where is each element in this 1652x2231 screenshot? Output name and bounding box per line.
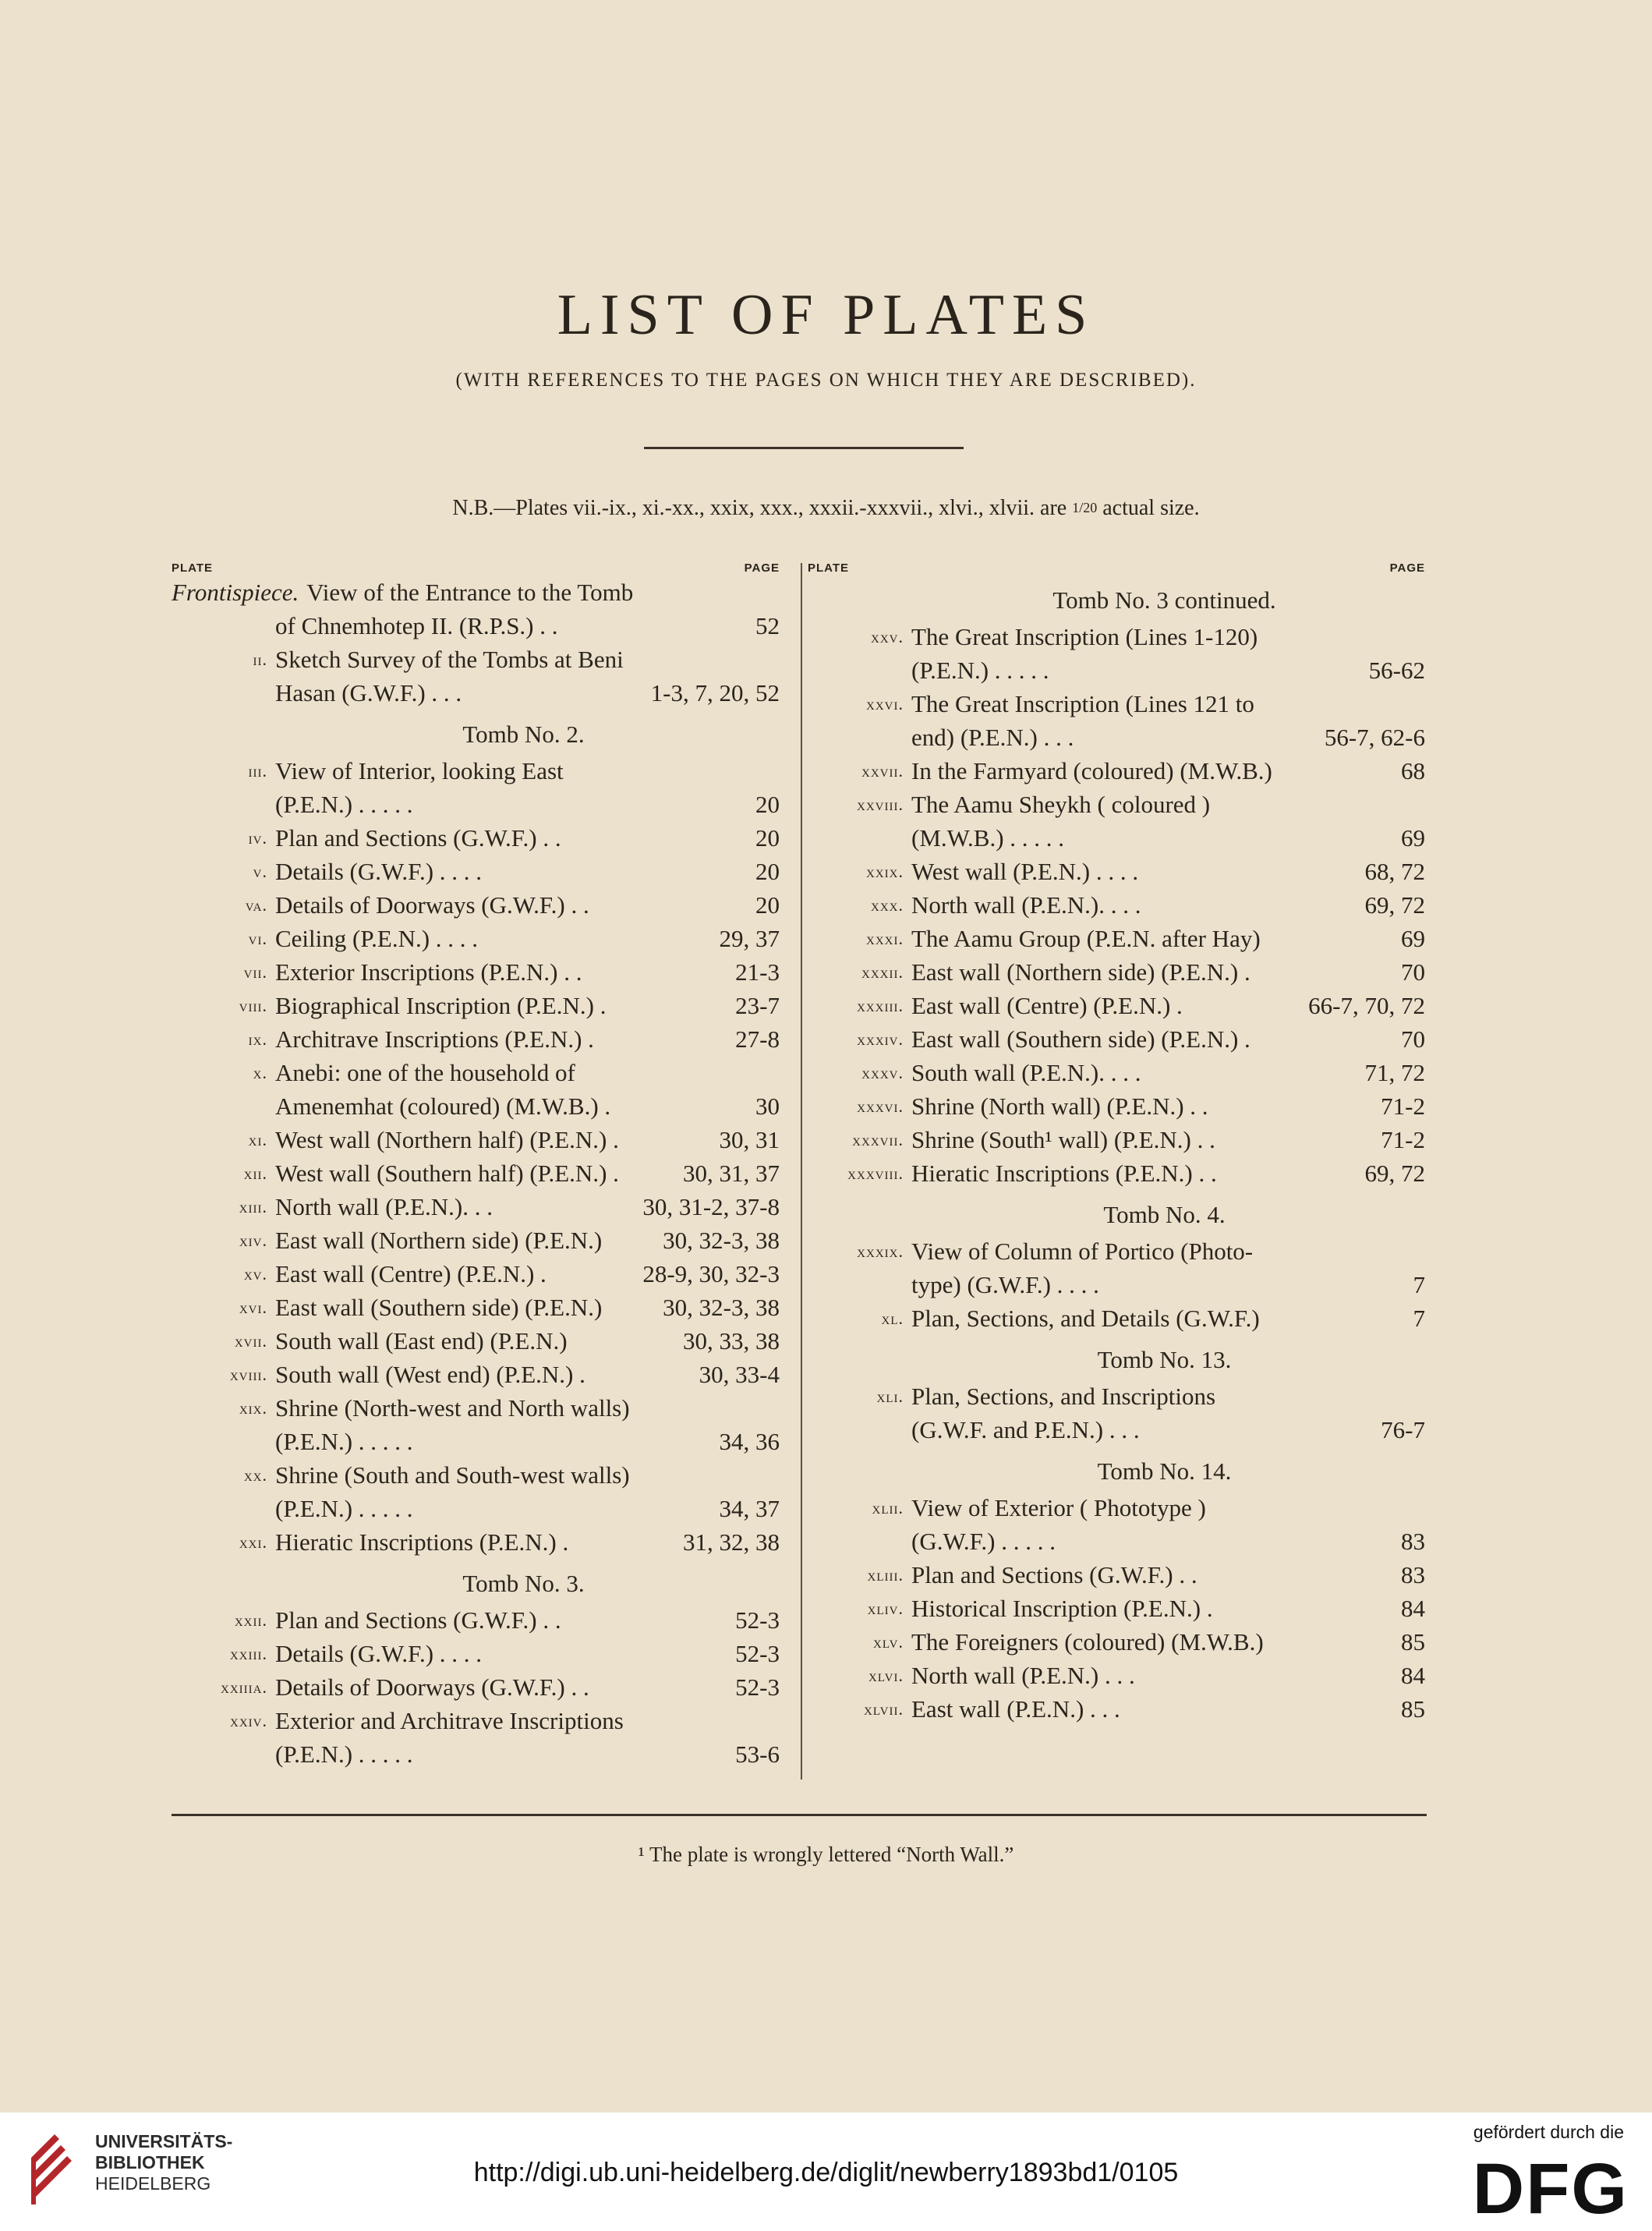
plate-description: In the Farmyard (coloured) (M.W.B.): [911, 757, 1272, 784]
scale-note: [0, 496, 1652, 521]
plate-entry: [172, 1089, 780, 1123]
plate-description: North wall (P.E.N.). . .: [275, 1193, 493, 1220]
page-header: PAGE: [744, 561, 780, 575]
funded-by-label: gefördert durch die: [1473, 2122, 1624, 2142]
column-divider: [801, 563, 802, 1779]
page-reference: 76-7: [1381, 1416, 1425, 1443]
plate-number: xxiii.: [229, 1644, 267, 1663]
plate-description: Shrine (North wall) (P.E.N.) . .: [911, 1092, 1208, 1120]
tomb-section-heading: Tomb No. 3 continued.: [1052, 586, 1276, 614]
plate-description: (P.E.N.) . . . . .: [275, 791, 413, 818]
plate-description: Hieratic Inscriptions (P.E.N.) . .: [911, 1160, 1217, 1187]
page-reference: 83: [1401, 1561, 1425, 1588]
plate-number: xxi.: [239, 1532, 267, 1552]
footnote: ¹ The plate is wrongly lettered “North Wall.”: [638, 1843, 1014, 1866]
plate-number: xxxviii.: [847, 1163, 904, 1183]
plate-header: PLATE: [172, 561, 214, 575]
plate-description: East wall (Centre) (P.E.N.) .: [275, 1260, 547, 1287]
plate-description: Details of Doorways (G.W.F.) . .: [275, 1673, 589, 1701]
page-reference: 71, 72: [1364, 1059, 1425, 1086]
plate-entry: [808, 788, 1425, 821]
plate-entry: [172, 1156, 780, 1190]
plate-number: xliv.: [867, 1599, 904, 1618]
plate-number: xviii.: [229, 1365, 267, 1384]
plate-description: (P.E.N.) . . . . .: [911, 657, 1049, 684]
left-column-header: [172, 561, 780, 575]
plate-entry: [808, 1301, 1425, 1335]
plate-number: xxxix.: [857, 1241, 904, 1261]
plate-entry: [172, 1492, 780, 1525]
plate-description: Hasan (G.W.F.) . . .: [275, 679, 462, 706]
plate-entry: [808, 1123, 1425, 1156]
page-reference: 30, 32-3, 38: [663, 1227, 780, 1254]
plate-entry: [808, 1413, 1425, 1447]
plate-entry: [808, 1625, 1425, 1659]
plate-entry: [172, 643, 780, 676]
plate-entry: [172, 955, 780, 989]
plate-number: vi.: [248, 929, 267, 948]
plate-description: (P.E.N.) . . . . .: [275, 1741, 413, 1768]
plate-number: xxxvi.: [857, 1096, 904, 1116]
library-name-line1: UNIVERSITÄTS-: [95, 2131, 233, 2151]
page-reference: 53-6: [735, 1741, 780, 1768]
plate-entry: [172, 855, 780, 888]
plate-description: Plan, Sections, and Details (G.W.F.): [911, 1305, 1260, 1332]
plate-entry: [808, 855, 1425, 888]
page-reference: 84: [1401, 1662, 1425, 1689]
page-reference: 34, 37: [719, 1495, 780, 1522]
plate-description: North wall (P.E.N.). . . .: [911, 891, 1141, 919]
plate-number: xx.: [243, 1465, 267, 1485]
page-reference: 30, 33-4: [699, 1361, 780, 1388]
plate-description: Plan and Sections (G.W.F.) . .: [275, 824, 561, 852]
plate-entry: [808, 1659, 1425, 1692]
plate-entry: [808, 687, 1425, 721]
plate-entry: [172, 888, 780, 922]
plate-entry: [808, 1234, 1425, 1268]
plate-description: East wall (Centre) (P.E.N.) .: [911, 992, 1183, 1019]
plate-entry: [808, 1558, 1425, 1592]
plate-number: xix.: [239, 1398, 267, 1418]
page-reference: 66-7, 70, 72: [1308, 992, 1425, 1019]
plate-number: xii.: [243, 1163, 267, 1183]
plate-number: xvii.: [234, 1331, 267, 1351]
plate-entry: [172, 989, 780, 1022]
plate-entry: [172, 788, 780, 821]
plate-description: East wall (Northern side) (P.E.N.): [275, 1227, 603, 1254]
page-reference: 56-7, 62-6: [1324, 724, 1425, 751]
plate-entry: [808, 955, 1425, 989]
plate-description: South wall (East end) (P.E.N.): [275, 1327, 568, 1355]
plate-entry: [172, 1257, 780, 1291]
plate-description: Hieratic Inscriptions (P.E.N.) .: [275, 1528, 569, 1556]
plate-entry: [172, 1123, 780, 1156]
plate-entry: [808, 888, 1425, 922]
plate-description: The Aamu Sheykh ( coloured ): [911, 791, 1211, 818]
page-reference: 30: [755, 1092, 780, 1120]
plate-number: viii.: [239, 996, 267, 1015]
page-reference: 30, 31, 37: [683, 1160, 780, 1187]
plate-description: (M.W.B.) . . . . .: [911, 824, 1065, 852]
page-reference: 69, 72: [1364, 1160, 1425, 1187]
page-reference: 83: [1401, 1528, 1425, 1555]
right-column-header: [808, 561, 1425, 575]
page-reference: 30, 31: [719, 1126, 780, 1153]
plate-entry: [172, 1670, 780, 1704]
plate-entry: [808, 1268, 1425, 1301]
page-reference: 68: [1401, 757, 1425, 784]
page-reference: 1-3, 7, 20, 52: [650, 679, 780, 706]
plate-entry: [172, 1525, 780, 1559]
plate-description: (P.E.N.) . . . . .: [275, 1495, 413, 1522]
plate-number: xlii.: [872, 1498, 904, 1517]
scale-note-prefix: N.B.—Plates vii.-ix., xi.-xx., xxix, xxx., xxxii.-xxxvii., xlvi., xlvii. are: [452, 496, 1067, 520]
plate-entry: [172, 1458, 780, 1492]
plate-number: xi.: [248, 1130, 267, 1149]
plate-description: type) (G.W.F.) . . . .: [911, 1271, 1099, 1298]
plate-number: xxvi.: [866, 694, 904, 714]
plate-entry: [808, 1022, 1425, 1056]
plate-entry: [808, 1592, 1425, 1625]
plate-entry: [808, 922, 1425, 955]
plate-entry: [172, 1425, 780, 1458]
plate-entry: [808, 1525, 1425, 1558]
plate-description: East wall (Southern side) (P.E.N.): [275, 1294, 603, 1321]
plate-entry: [172, 754, 780, 788]
plate-description: View of Exterior ( Phototype ): [911, 1494, 1206, 1521]
plate-description: (P.E.N.) . . . . .: [275, 1428, 413, 1455]
plate-number: vii.: [243, 962, 267, 982]
plate-description: Anebi: one of the household of: [275, 1059, 575, 1086]
page-reference: 71-2: [1381, 1126, 1425, 1153]
tomb-section-heading: Tomb No. 4.: [1103, 1201, 1226, 1228]
plate-number: xxix.: [866, 862, 904, 881]
page-reference: 52: [755, 612, 780, 639]
plate-number: xvi.: [239, 1298, 267, 1317]
page-reference: 69: [1401, 824, 1425, 852]
plate-number: iv.: [248, 828, 267, 848]
page-reference: 52-3: [735, 1640, 780, 1667]
tomb-section-heading: Tomb No. 2.: [462, 721, 585, 748]
plate-entry: [808, 721, 1425, 754]
library-name-line3: HEIDELBERG: [95, 2173, 211, 2194]
plate-number: xiv.: [239, 1231, 267, 1250]
plate-entry: [172, 1704, 780, 1737]
plate-description: Details (G.W.F.) . . . .: [275, 858, 483, 885]
page-reference: 85: [1401, 1695, 1425, 1723]
page-header: PAGE: [1389, 561, 1425, 575]
plate-entry: [172, 1637, 780, 1670]
plate-entry: [808, 1379, 1425, 1413]
plate-number: xlvi.: [868, 1666, 904, 1685]
plate-number: xxxvii.: [852, 1130, 904, 1149]
plate-description: View of the Entrance to the Tomb: [306, 579, 634, 606]
plate-description: The Great Inscription (Lines 121 to: [911, 690, 1254, 717]
plate-number: xlvii.: [864, 1699, 904, 1719]
plate-description: The Foreigners (coloured) (M.W.B.): [911, 1628, 1264, 1656]
page-reference: 70: [1401, 958, 1425, 986]
plate-description: (G.W.F. and P.E.N.) . . .: [911, 1416, 1140, 1443]
plate-description: Details (G.W.F.) . . . .: [275, 1640, 483, 1667]
plate-description: Exterior Inscriptions (P.E.N.) . .: [275, 958, 582, 986]
plate-number: v.: [253, 862, 267, 881]
plate-description: Amenemhat (coloured) (M.W.B.) .: [275, 1092, 611, 1120]
plate-description: Plan and Sections (G.W.F.) . .: [911, 1561, 1197, 1588]
page-reference: 34, 36: [719, 1428, 780, 1455]
plate-description: Ceiling (P.E.N.) . . . .: [275, 925, 479, 952]
plate-number: Frontispiece.: [172, 579, 299, 606]
plate-description: The Aamu Group (P.E.N. after Hay): [911, 925, 1261, 952]
plate-number: xlv.: [873, 1632, 904, 1652]
plate-entry: [172, 1291, 780, 1324]
plate-number: ix.: [248, 1029, 267, 1049]
page-reference: 69: [1401, 925, 1425, 952]
plate-description: North wall (P.E.N.) . . .: [911, 1662, 1135, 1689]
plate-description: West wall (Southern half) (P.E.N.) .: [275, 1160, 619, 1187]
plate-entry: [808, 1491, 1425, 1525]
plate-entry: [172, 609, 780, 643]
page-reference: 84: [1401, 1595, 1425, 1622]
scale-note-suffix: actual size.: [1102, 496, 1200, 520]
plate-description: Biographical Inscription (P.E.N.) .: [275, 992, 607, 1019]
library-name-line2: BIBLIOTHEK: [95, 2152, 205, 2173]
tomb-section-heading: Tomb No. 14.: [1097, 1457, 1232, 1485]
plate-entry: [808, 989, 1425, 1022]
page-reference: 56-62: [1368, 657, 1425, 684]
plate-number: xiii.: [239, 1197, 267, 1216]
plate-number: x.: [253, 1063, 267, 1082]
plate-header: PLATE: [808, 561, 850, 575]
page-reference: 30, 32-3, 38: [663, 1294, 780, 1321]
plate-number: xxx.: [871, 895, 904, 915]
plate-description: Exterior and Architrave Inscriptions: [275, 1707, 624, 1734]
page-reference: 23-7: [735, 992, 780, 1019]
plate-description: Shrine (South and South-west walls): [275, 1461, 630, 1489]
page-reference: 20: [755, 791, 780, 818]
plate-entry: [808, 620, 1425, 653]
page-reference: 20: [755, 858, 780, 885]
plate-number: xliii.: [867, 1565, 904, 1585]
plate-description: East wall (Northern side) (P.E.N.) .: [911, 958, 1250, 986]
plate-description: South wall (P.E.N.). . . .: [911, 1059, 1141, 1086]
plate-number: xl.: [881, 1308, 904, 1328]
plate-description: West wall (P.E.N.) . . . .: [911, 858, 1139, 885]
plate-description: Shrine (South¹ wall) (P.E.N.) . .: [911, 1126, 1215, 1153]
plate-number: xxxiii.: [857, 996, 904, 1015]
plate-entry: [808, 1089, 1425, 1123]
left-column: [172, 561, 780, 1771]
page-reference: 30, 31-2, 37-8: [642, 1193, 780, 1220]
bottom-rule: [172, 1814, 1427, 1816]
page-reference: 7: [1413, 1271, 1425, 1298]
plate-entry: [172, 1056, 780, 1089]
page-reference: 28-9, 30, 32-3: [642, 1260, 780, 1287]
plate-entry: [172, 1358, 780, 1391]
plate-description: Plan and Sections (G.W.F.) . .: [275, 1606, 561, 1634]
plate-entry: [172, 1022, 780, 1056]
right-plate-list: [808, 575, 1425, 1726]
plate-number: xxxiv.: [857, 1029, 904, 1049]
page-reference: 30, 33, 38: [683, 1327, 780, 1355]
plate-description: of Chnemhotep II. (R.P.S.) . .: [275, 612, 558, 639]
plate-entry: [172, 1603, 780, 1637]
plate-entry: [172, 575, 780, 609]
plate-entry: [808, 1056, 1425, 1089]
page-reference: 70: [1401, 1025, 1425, 1053]
plate-description: View of Interior, looking East: [275, 757, 564, 784]
page-reference: 7: [1413, 1305, 1425, 1332]
dfg-logo[interactable]: DFG: [1472, 2149, 1629, 2229]
page-title: LIST OF PLATES: [557, 283, 1095, 347]
plate-description: Sketch Survey of the Tombs at Beni: [275, 646, 624, 673]
plate-entry: [172, 1190, 780, 1224]
permalink-url[interactable]: http://digi.ub.uni-heidelberg.de/diglit/newberry1893bd1/0105: [473, 2158, 1179, 2187]
viewer-footer: [0, 2112, 1652, 2231]
page-reference: 31, 32, 38: [683, 1528, 780, 1556]
plate-number: xxxv.: [861, 1063, 904, 1082]
tomb-section-heading: Tomb No. 3.: [462, 1570, 585, 1597]
plate-description: East wall (P.E.N.) . . .: [911, 1695, 1120, 1723]
plate-description: Historical Inscription (P.E.N.) .: [911, 1595, 1213, 1622]
page-reference: 52-3: [735, 1606, 780, 1634]
plate-number: xxii.: [234, 1610, 267, 1630]
plate-description: View of Column of Portico (Photo-: [911, 1238, 1254, 1265]
plate-number: xxxii.: [861, 962, 904, 982]
page-reference: 52-3: [735, 1673, 780, 1701]
plate-number: xli.: [876, 1386, 904, 1406]
plate-description: Shrine (North-west and North walls): [275, 1394, 630, 1422]
plate-description: (G.W.F.) . . . . .: [911, 1528, 1056, 1555]
plate-entry: [808, 821, 1425, 855]
plate-entry: [808, 1156, 1425, 1190]
page-reference: 85: [1401, 1628, 1425, 1656]
plate-number: xv.: [243, 1264, 267, 1284]
page-reference: 68, 72: [1364, 858, 1425, 885]
page-reference: 69, 72: [1364, 891, 1425, 919]
plate-description: Plan, Sections, and Inscriptions: [911, 1383, 1216, 1410]
plate-entry: [172, 1391, 780, 1425]
plate-entry: [808, 653, 1425, 687]
plate-entry: [808, 754, 1425, 788]
plate-number: ii.: [253, 650, 267, 669]
plate-number: iii.: [248, 761, 267, 781]
page-reference: 20: [755, 891, 780, 919]
plate-entry: [172, 1737, 780, 1771]
plate-entry: [808, 1692, 1425, 1726]
page-reference: 29, 37: [719, 925, 780, 952]
plate-description: East wall (Southern side) (P.E.N.) .: [911, 1025, 1250, 1053]
page-reference: 20: [755, 824, 780, 852]
page-reference: 21-3: [735, 958, 780, 986]
plate-number: xxiiia.: [221, 1677, 267, 1697]
plate-description: West wall (Northern half) (P.E.N.) .: [275, 1126, 619, 1153]
title-rule: [644, 447, 964, 449]
plate-entry: [172, 676, 780, 710]
plate-description: Details of Doorways (G.W.F.) . .: [275, 891, 589, 919]
scale-note-fraction: 1/20: [1072, 500, 1098, 515]
tomb-section-heading: Tomb No. 13.: [1097, 1346, 1232, 1373]
plate-number: xxv.: [871, 627, 904, 646]
plate-number: xxvii.: [861, 761, 904, 781]
plate-entry: [172, 922, 780, 955]
plate-number: xxviii.: [857, 795, 904, 814]
plate-number: xxxi.: [866, 929, 904, 948]
plate-entry: [172, 1224, 780, 1257]
plate-number: xxiv.: [230, 1711, 267, 1730]
plate-description: Architrave Inscriptions (P.E.N.) .: [275, 1025, 594, 1053]
page-reference: 71-2: [1381, 1092, 1425, 1120]
plate-description: South wall (West end) (P.E.N.) .: [275, 1361, 585, 1388]
page-reference: 27-8: [735, 1025, 780, 1053]
plate-entry: [172, 821, 780, 855]
right-column: [808, 561, 1425, 1726]
plate-description: end) (P.E.N.) . . .: [911, 724, 1074, 751]
left-plate-list: [172, 575, 780, 1771]
plate-number: va.: [245, 895, 267, 915]
plate-entry: [172, 1324, 780, 1358]
page-subtitle: (WITH REFERENCES TO THE PAGES ON WHICH THEY ARE DESCRIBED).: [455, 370, 1197, 391]
plate-description: The Great Inscription (Lines 1-120): [911, 623, 1258, 650]
